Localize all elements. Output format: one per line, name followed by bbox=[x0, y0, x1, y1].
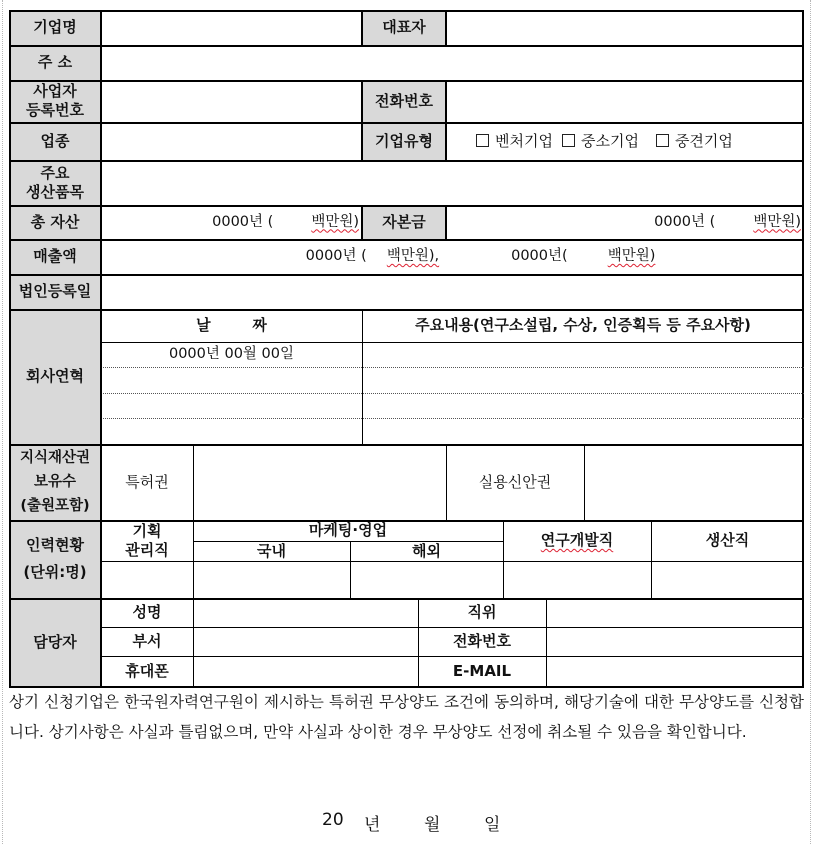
company-name-label: 기업명 bbox=[9, 10, 101, 45]
history-content-cell[interactable] bbox=[362, 418, 804, 444]
column-divider bbox=[651, 520, 652, 598]
checkbox-icon[interactable] bbox=[476, 134, 489, 147]
contact-position-field[interactable] bbox=[546, 598, 804, 627]
table-border bbox=[802, 10, 804, 688]
column-divider bbox=[445, 80, 447, 160]
row-divider bbox=[9, 80, 804, 82]
page-margin-right bbox=[810, 0, 811, 844]
rnd-staff-label bbox=[503, 520, 651, 561]
main-products-label: 주요 생산품목 bbox=[9, 160, 101, 205]
contact-name-label: 성명 bbox=[132, 603, 162, 621]
main-products-field[interactable] bbox=[101, 160, 804, 205]
history-date-cell[interactable]: 0000년 00월 00일 bbox=[168, 346, 295, 362]
capital-year: 0000년 ( bbox=[654, 213, 716, 230]
row-divider bbox=[9, 122, 804, 124]
history-date-cell[interactable] bbox=[101, 393, 362, 418]
overseas-label: 해외 bbox=[412, 541, 441, 560]
contact-name-field[interactable] bbox=[193, 598, 418, 627]
total-assets-year: 0000년 ( bbox=[212, 213, 274, 230]
row-divider bbox=[101, 627, 804, 628]
column-divider bbox=[546, 598, 547, 686]
column-divider bbox=[100, 10, 102, 686]
ceo-label: 대표자 bbox=[362, 10, 446, 45]
production-staff-label: 생산직 bbox=[705, 531, 750, 549]
total-assets-label: 총 자산 bbox=[9, 205, 101, 239]
planning-staff-count[interactable] bbox=[101, 561, 193, 598]
row-divider bbox=[193, 541, 503, 542]
staffing-label: 인력현황 (단위:명) bbox=[9, 520, 101, 598]
history-content-cell[interactable] bbox=[362, 367, 804, 393]
page-margin-left bbox=[2, 0, 3, 844]
total-assets-unit: 백만원) bbox=[311, 213, 359, 230]
history-date-header: 날 짜 bbox=[196, 316, 267, 334]
contact-email-label: E-MAIL bbox=[452, 661, 512, 680]
incorporation-date-field[interactable] bbox=[101, 274, 804, 309]
row-divider bbox=[9, 274, 804, 276]
production-staff-count[interactable] bbox=[651, 561, 804, 598]
capital-field[interactable] bbox=[446, 205, 804, 239]
sales-label: 매출액 bbox=[9, 239, 101, 274]
column-divider bbox=[193, 444, 194, 520]
midsize-option[interactable] bbox=[656, 132, 733, 151]
contact-person-label: 담당자 bbox=[9, 598, 101, 686]
address-field[interactable] bbox=[101, 45, 804, 80]
column-divider bbox=[193, 598, 194, 686]
history-content-header: 주요내용(연구소설립, 수상, 인증획득 등 주요사항) bbox=[415, 316, 751, 334]
sales-unit-1: 백만원), bbox=[386, 248, 440, 264]
sme-option[interactable] bbox=[562, 132, 639, 151]
column-divider bbox=[361, 205, 363, 239]
column-divider bbox=[503, 520, 504, 598]
row-divider bbox=[9, 160, 804, 162]
contact-phone-field[interactable] bbox=[546, 627, 804, 656]
rnd-staff-count[interactable] bbox=[503, 561, 651, 598]
utility-model-label: 실용신안권 bbox=[478, 472, 552, 491]
row-divider-dotted bbox=[101, 393, 804, 394]
contact-position-label: 직위 bbox=[467, 603, 497, 621]
sales-year-2: 0000년( bbox=[511, 248, 568, 264]
business-reg-no-label: 사업자 등록번호 bbox=[9, 80, 101, 122]
column-divider bbox=[361, 10, 363, 45]
row-divider-dotted bbox=[101, 418, 804, 419]
table-border bbox=[9, 10, 804, 12]
patent-count-field[interactable] bbox=[193, 444, 446, 520]
industry-label: 업종 bbox=[9, 122, 101, 160]
row-divider bbox=[101, 656, 804, 657]
rnd-staff-text: 연구개발직 bbox=[540, 531, 614, 549]
sales-field[interactable] bbox=[101, 239, 804, 274]
history-content-cell[interactable] bbox=[362, 393, 804, 418]
ip-holdings-label: 지식재산권 보유수 (출원포함) bbox=[9, 444, 101, 520]
date-month-unit: 월 bbox=[424, 815, 441, 835]
history-date-cell[interactable] bbox=[101, 367, 362, 393]
row-divider bbox=[101, 342, 804, 343]
contact-email-field[interactable] bbox=[546, 656, 804, 686]
venture-option[interactable] bbox=[476, 132, 553, 151]
table-border bbox=[9, 10, 11, 688]
date-year-prefix: 20 bbox=[322, 810, 344, 830]
row-divider bbox=[9, 444, 804, 446]
domestic-count[interactable] bbox=[193, 561, 350, 598]
company-history-label: 회사연혁 bbox=[9, 309, 101, 444]
capital-unit: 백만원) bbox=[753, 213, 801, 230]
company-type-options bbox=[446, 122, 804, 160]
contact-phone-label: 전화번호 bbox=[453, 632, 511, 650]
date-day-unit: 일 bbox=[484, 815, 501, 835]
overseas-count[interactable] bbox=[350, 561, 503, 598]
utility-model-count-field[interactable] bbox=[584, 444, 804, 520]
row-divider bbox=[9, 45, 804, 47]
marketing-staff-label: 마케팅·영업 bbox=[308, 521, 388, 539]
checkbox-icon[interactable] bbox=[656, 134, 669, 147]
sales-unit-2: 백만원) bbox=[607, 248, 656, 264]
total-assets-field[interactable] bbox=[101, 205, 362, 239]
contact-dept-field[interactable] bbox=[193, 627, 418, 656]
incorporation-date-label: 법인등록일 bbox=[9, 274, 101, 309]
column-divider bbox=[445, 10, 447, 45]
company-phone-field[interactable] bbox=[446, 80, 804, 122]
row-divider bbox=[101, 561, 804, 562]
column-divider bbox=[445, 205, 447, 239]
consent-statement: 상기 신청기업은 한국원자력연구원이 제시하는 특허권 무상양도 조건에 동의하며, 해당기술에 대한 무상양도를 신청합니다. 상기사항은 사실과 틀림없으며, 만약 사실과 상이한 경우 무상양도 선정에 취소될 수 있음을 확인합니다. bbox=[9, 693, 804, 741]
column-divider bbox=[418, 598, 419, 686]
patent-label: 특허권 bbox=[125, 472, 169, 491]
row-divider bbox=[9, 598, 804, 600]
industry-field[interactable] bbox=[101, 122, 362, 160]
date-year-unit: 년 bbox=[364, 815, 381, 835]
company-type-label: 기업유형 bbox=[362, 122, 446, 160]
planning-staff-label: 기획 관리직 bbox=[125, 521, 169, 559]
capital-label: 자본금 bbox=[362, 205, 446, 239]
address-label: 주 소 bbox=[9, 45, 101, 80]
sme-option-label: 중소기업 bbox=[580, 131, 639, 150]
column-divider bbox=[193, 520, 194, 598]
application-form-table bbox=[9, 10, 804, 688]
venture-option-label: 벤처기업 bbox=[495, 131, 553, 150]
checkbox-icon[interactable] bbox=[562, 134, 575, 147]
contact-dept-label: 부서 bbox=[132, 632, 162, 650]
column-divider bbox=[350, 541, 351, 598]
row-divider bbox=[9, 239, 804, 241]
contact-mobile-label: 휴대폰 bbox=[125, 661, 169, 680]
history-date-cell[interactable] bbox=[101, 418, 362, 444]
business-reg-no-field[interactable] bbox=[101, 80, 362, 122]
row-divider-dotted bbox=[101, 367, 804, 368]
column-divider bbox=[584, 444, 585, 520]
midsize-option-label: 중견기업 bbox=[674, 131, 733, 150]
row-divider bbox=[9, 205, 804, 207]
ceo-field[interactable] bbox=[446, 10, 804, 45]
column-divider bbox=[446, 444, 447, 520]
contact-mobile-field[interactable] bbox=[193, 656, 418, 686]
sales-year-1: 0000년 ( bbox=[305, 248, 367, 264]
column-divider bbox=[361, 80, 363, 160]
column-divider bbox=[362, 309, 363, 444]
row-divider bbox=[9, 520, 804, 522]
company-name-field[interactable] bbox=[101, 10, 362, 45]
history-content-cell[interactable] bbox=[362, 342, 804, 367]
domestic-label: 국내 bbox=[257, 541, 286, 560]
company-phone-label: 전화번호 bbox=[362, 80, 446, 122]
row-divider bbox=[9, 309, 804, 311]
